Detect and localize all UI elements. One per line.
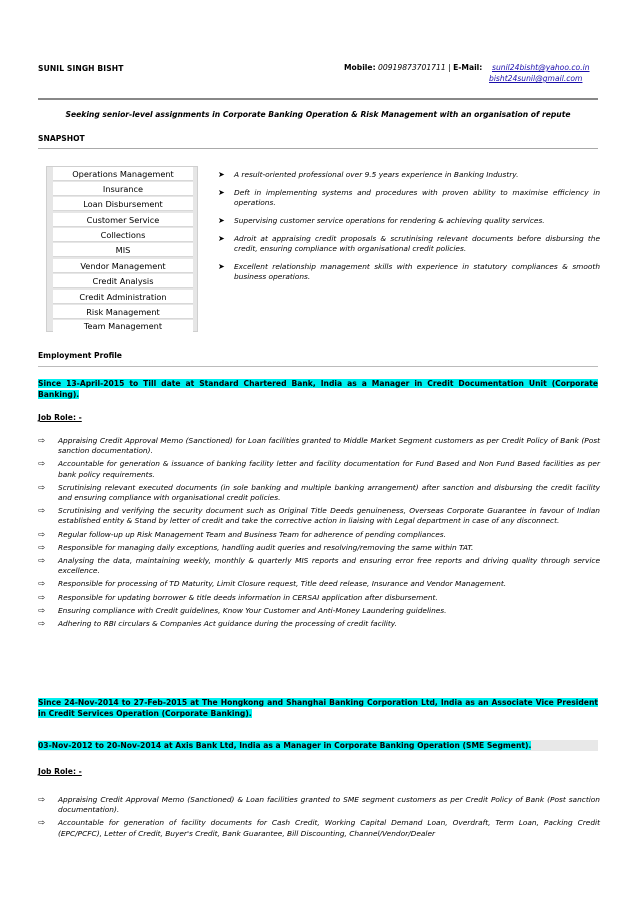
skill-cell: Collections [53,228,193,242]
bullet-arrow-icon: ➤ [218,188,225,197]
duty-arrow-icon: ⇨ [38,506,46,517]
duty-item: ⇨ Accountable for generation & issuance of banking facility letter and facility documentation for Fund Based and Non Fund Based facilities as per bank policy requirements. [38,459,600,479]
skills-table [46,166,198,332]
duty-arrow-icon: ⇨ [38,619,46,630]
job1-heading: Since 13-April-2015 to Till date at Standard Chartered Bank, India as a Manager in Credit Documentation Unit (Corporate Banking). [38,379,598,399]
email-link-secondary[interactable]: bisht24sunil@gmail.com [489,74,583,83]
snapshot-bullet: ➤ Excellent relationship management skills with experience in statutory compliances & smooth business operations. [218,262,600,281]
bullet-arrow-icon: ➤ [218,216,225,225]
duty-arrow-icon: ⇨ [38,482,46,493]
snapshot-bullet: ➤ Supervising customer service operations for rendering & achieving quality services. [218,216,545,225]
skill-cell: Credit Analysis [53,274,193,288]
duty-item: ⇨ Scrutinising relevant executed documents (in sole banking and multiple banking arrangement) after sanction and disbursing the credit facility and ensuring compliance with organisational credit policies. [38,482,600,503]
skill-cell: Customer Service [53,213,193,227]
duty-item: ⇨ Responsible for updating borrower & title deeds information in CERSAI application after disbursement. [38,592,438,603]
snapshot-bullets [218,170,600,290]
duty-item: ⇨ Regular follow-up up Risk Management Team and Business Team for adherence of pending compliances. [38,529,446,540]
duty-arrow-icon: ⇨ [38,818,46,829]
duty-arrow-icon: ⇨ [38,592,46,603]
skill-cell: Vendor Management [53,259,193,273]
snapshot-bullet: ➤ A result-oriented professional over 9.5 years experience in Banking Industry. [218,170,519,179]
duty-item: ⇨ Appraising Credit Approval Memo (Sanctioned) & Loan facilities granted to SME segment customers as per Credit Policy of Bank (Post sanction documentation). [38,795,600,815]
job1-role-label: Job Role: - [38,413,82,422]
snapshot-divider [38,148,598,149]
job3-heading: 03-Nov-2012 to 20-Nov-2014 at Axis Bank Ltd, India as a Manager in Corporate Banking Operation (SME Segment). [38,740,598,751]
bullet-arrow-icon: ➤ [218,170,225,179]
skill-cell: Loan Disbursement [53,197,193,211]
duty-item: ⇨ Accountable for generation of facility documents for Cash Credit, Working Capital Demand Loan, Overdraft, Term Loan, Packing Credit (EPC/PCFC), Letter of Credit, Buyer's Credit, Bank Guarantee, Bill Discounting, Channel/Vendor/Dealer [38,818,600,838]
skill-cell: Operations Management [53,167,193,181]
employment-heading: Employment Profile [38,351,122,360]
job3-duties [38,795,600,842]
duty-arrow-icon: ⇨ [38,579,46,590]
skill-cell: Credit Administration [53,290,193,304]
duty-arrow-icon: ⇨ [38,542,46,553]
skill-cell: Risk Management [53,305,193,319]
contact-info [344,62,604,74]
header-divider [38,98,598,100]
duty-item: ⇨ Scrutinising and verifying the security document such as Original Title Deeds genuineness, Overseas Corporate Guarantee in favour of Indian established entity & Stand by letter of credit and take the corrective action in liaising with Legal department in case of any disconnect. [38,506,600,526]
job1-duties [38,436,600,632]
duty-arrow-icon: ⇨ [38,605,46,616]
duty-arrow-icon: ⇨ [38,529,46,540]
email-link-primary[interactable]: sunil24bisht@yahoo.co.in [491,63,590,72]
bullet-arrow-icon: ➤ [218,234,225,243]
duty-arrow-icon: ⇨ [38,436,46,446]
snapshot-heading: SNAPSHOT [38,134,85,143]
contact-separator: | [445,63,454,72]
duty-item: ⇨ Responsible for managing daily exceptions, handling audit queries and resolving/removing the same within TAT. [38,542,474,553]
duty-item: ⇨ Analysing the data, maintaining weekly, monthly & quarterly MIS reports and ensuring error free reports and driving quality through service excellence. [38,556,600,576]
mobile-value: 00919873701711 [378,63,446,72]
mobile-label: Mobile: [344,63,376,72]
snapshot-bullet: ➤ Adroit at appraising credit proposals & scrutinising relevant documents before disbursing the credit, ensuring compliance with organisational credit policies. [218,234,600,253]
duty-item: ⇨ Adhering to RBI circulars & Companies Act guidance during the processing of credit facility. [38,619,397,630]
snapshot-bullet: ➤ Deft in implementing systems and procedures with proven ability to maximise efficiency in operations. [218,188,600,207]
duty-arrow-icon: ⇨ [38,795,46,805]
bullet-arrow-icon: ➤ [218,262,225,271]
job2-heading: Since 24-Nov-2014 to 27-Feb-2015 at The Hongkong and Shanghai Banking Corporation Ltd, India as an Associate Vice President in Credit Services Operation (Corporate Banking). [38,698,598,718]
skill-cell: Insurance [53,182,193,196]
candidate-name: SUNIL SINGH BISHT [38,64,124,73]
duty-item: ⇨ Ensuring compliance with Credit guidelines, Know Your Customer and Anti-Money Laundering guidelines. [38,605,447,616]
skill-cell: Team Management [53,320,193,332]
email-label: E-Mail: [453,63,483,72]
employment-divider [38,366,598,367]
skill-cell: MIS [53,243,193,257]
duty-arrow-icon: ⇨ [38,459,46,470]
duty-item: ⇨ Appraising Credit Approval Memo (Sanctioned) for Loan facilities granted to Middle Market Segment customers as per Credit Policy of Bank (Post sanction documentation). [38,436,600,456]
career-objective: Seeking senior-level assignments in Corporate Banking Operation & Risk Management with an organisation of repute [65,110,571,119]
duty-arrow-icon: ⇨ [38,556,46,567]
job3-role-label: Job Role: - [38,767,82,776]
duty-item: ⇨ Responsible for processing of TD Maturity, Limit Closure request, Title deed release, Insurance and Vendor Management. [38,579,507,590]
